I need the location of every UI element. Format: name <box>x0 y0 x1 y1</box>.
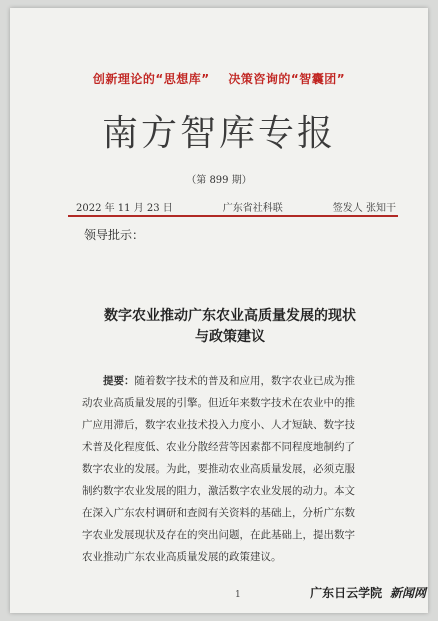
issue-date: 2022 年 11 月 23 日 <box>76 203 173 214</box>
abstract-line: 广应用滞后，数字农业技术投入力度小、人才短缺、数字技 <box>82 419 355 431</box>
page-number: 1 <box>235 590 241 600</box>
slogan-right: 决策咨询的“智囊团” <box>228 72 346 86</box>
watermark-site: 新闻网 <box>389 586 426 600</box>
slogan-left: 创新理论的“思想库” <box>92 72 210 86</box>
abstract-line: 提要：随着数字技术的普及和应用，数字农业已成为推 <box>103 375 355 387</box>
abstract-line: 农业推动广东农业高质量发展的政策建议。 <box>82 551 282 563</box>
abstract-line: 动农业高质量发展的引擎。但近年来数字技术在农业中的推 <box>82 397 355 409</box>
abstract-line: 在深入广东农村调研和查阅有关资料的基础上，分析广东数 <box>82 507 355 519</box>
masthead-slogan <box>10 70 428 87</box>
signer: 签发人 张知干 <box>332 203 396 214</box>
issuing-org: 广东省社科联 <box>222 203 283 214</box>
meta-row <box>76 199 396 214</box>
abstract-line: 术普及化程度低、农业分散经营等因素都不同程度地制约了 <box>82 441 355 453</box>
report-title-line-2: 与政策建议 <box>195 329 265 345</box>
abstract-line: 数字农业的发展。为此，要推动农业高质量发展，必须克服 <box>82 463 355 475</box>
report-title-line-1: 数字农业推动广东农业高质量发展的现状 <box>104 308 356 324</box>
abstract-line: 制约数字农业发展的阻力，激活数字农业发展的动力。本文 <box>82 485 355 497</box>
report-title <box>70 306 390 348</box>
document-page <box>10 8 428 613</box>
masthead-title: 南方智库专报 <box>101 113 336 154</box>
watermark <box>310 584 426 601</box>
abstract-line: 字农业发展现状及存在的突出问题，在此基础上，提出数字 <box>82 529 355 541</box>
watermark-source: 广东日云学院 <box>310 586 383 600</box>
leader-instructions-label: 领导批示： <box>84 228 145 242</box>
issue-number: （第 899 期） <box>186 175 252 186</box>
red-divider <box>68 215 398 217</box>
abstract <box>82 370 382 568</box>
abstract-label: 提要： <box>103 375 135 387</box>
